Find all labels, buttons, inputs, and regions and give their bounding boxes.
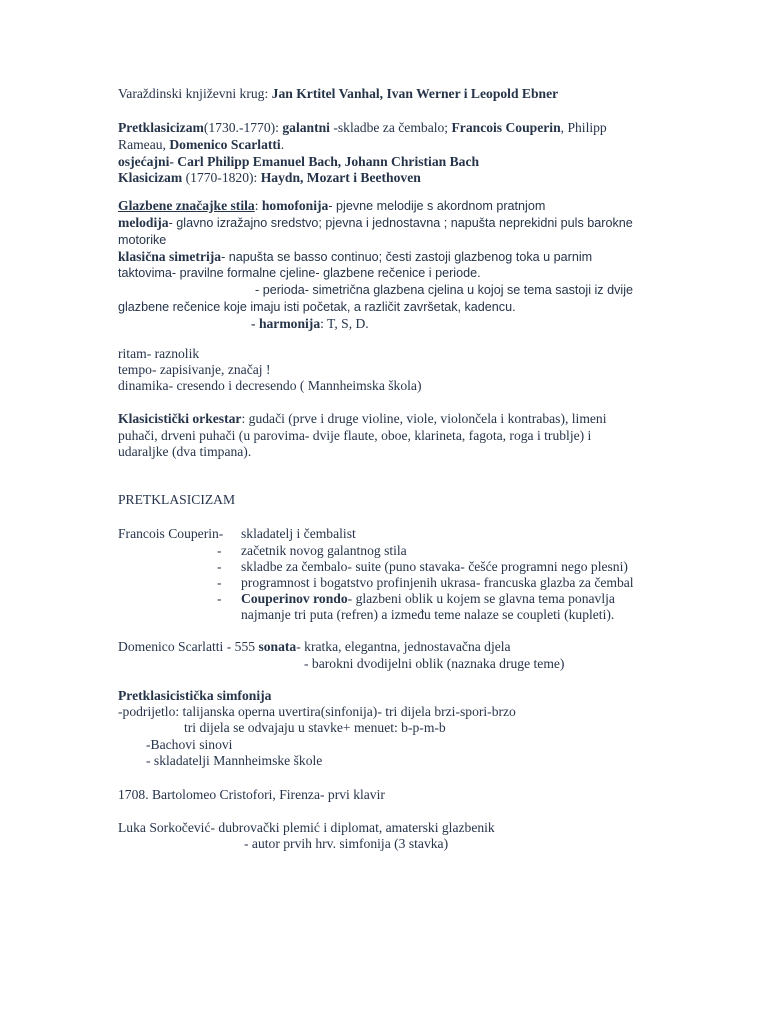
klasicizam-years: (1770-1820): bbox=[182, 170, 261, 185]
symphony-bach: -Bachovi sinovi bbox=[146, 737, 233, 752]
galantni-desc: -skladbe za čembalo; bbox=[329, 120, 452, 135]
scarlatti-line bbox=[118, 638, 511, 655]
symphony-parts: tri dijela se odvajaju u stavke+ menuet: b-p-m-b bbox=[184, 720, 446, 735]
style-title: Glazbene značajke stila bbox=[118, 198, 255, 213]
homofonija-desc: - pjevne melodije s akordnom pratnjom bbox=[328, 199, 546, 213]
dot-text: . bbox=[280, 137, 285, 152]
simetrija-desc: - napušta se basso continuo; česti zastoji glazbenog toka u parnim bbox=[221, 250, 593, 264]
rameau-line bbox=[118, 136, 284, 153]
sorkocevic-line-2: - autor prvih hrv. simfonija (3 stavka) bbox=[244, 836, 449, 851]
piano-line: 1708. Bartolomeo Cristofori, Firenza- prvi klavir bbox=[118, 787, 385, 802]
klasicizam-label: Klasicizam bbox=[118, 170, 183, 185]
simetrija-cont: taktovima- pravilne formalne cjeline- glazbene rečenice i periode. bbox=[118, 266, 481, 280]
symphony-origin: -podrijetlo: talijanska operna uvertira(sinfonija)- tri dijela brzi-spori-brzo bbox=[118, 704, 516, 719]
rondo-cont: najmanje tri puta (refren) a između teme nalaze se coupleti (kupleti). bbox=[241, 607, 615, 622]
klasicizam-names: Haydn, Mozart i Beethoven bbox=[260, 170, 421, 185]
orchestra-text: : gudači (prve i druge violine, viole, violončela i kontrabas), limeni bbox=[241, 411, 607, 426]
pretklasicizam-years: (1730.-1770): bbox=[203, 120, 283, 135]
list-dash: - bbox=[217, 591, 222, 606]
klasicizam-line bbox=[118, 169, 421, 186]
melodija-line bbox=[118, 214, 633, 232]
tempo-line: tempo- zapisivanje, značaj ! bbox=[118, 362, 271, 377]
header-names: Jan Krtitel Vanhal, Ivan Werner i Leopold Ebner bbox=[271, 86, 559, 101]
philipp-text: , Philipp bbox=[560, 120, 607, 135]
symphony-mannheim: - skladatelji Mannheimske škole bbox=[146, 753, 323, 768]
osjecajni-line: osjećajni- Carl Philipp Emanuel Bach, Johann Christian Bach bbox=[118, 154, 480, 169]
melodija-label: melodija bbox=[118, 215, 169, 230]
orchestra-line bbox=[118, 410, 607, 427]
dinamika-line: dinamika- cresendo i decresendo ( Mannheimska škola) bbox=[118, 378, 422, 393]
scarlatti-name: Domenico Scarlatti bbox=[169, 137, 281, 152]
scarlatti-prefix: Domenico Scarlatti - 555 bbox=[118, 639, 259, 654]
list-dash: - bbox=[217, 559, 222, 574]
orchestra-line-2: puhači, drveni puhači (u parovima- dvije flaute, oboe, klarineta, fagota, roga i trublje) i bbox=[118, 428, 592, 443]
simetrija-line bbox=[118, 248, 592, 266]
rondo-label: Couperinov rondo bbox=[241, 591, 348, 606]
rameau-text: Rameau, bbox=[118, 137, 170, 152]
orchestra-label: Klasicistički orkestar bbox=[118, 411, 242, 426]
couperin-role: skladatelj i čembalist bbox=[241, 526, 356, 541]
ritam-line: ritam- raznolik bbox=[118, 346, 200, 361]
harmonija-line bbox=[251, 315, 369, 332]
harmonija-desc: : T, S, D. bbox=[320, 316, 369, 331]
list-item: začetnik novog galantnog stila bbox=[241, 543, 407, 558]
list-item: skladbe za čembalo- suite (puno stavaka- češće programni nego plesni) bbox=[241, 559, 628, 574]
orchestra-line-3: udaraljke (dva timpana). bbox=[118, 444, 252, 459]
section-title: PRETKLASICIZAM bbox=[118, 492, 236, 507]
melodija-desc: - glavno izražajno sredstvo; pjevna i jednostavna ; napušta neprekidni puls barokne bbox=[168, 216, 633, 230]
scarlatti-line-2: - barokni dvodijelni oblik (naznaka druge teme) bbox=[304, 656, 565, 671]
list-dash: - bbox=[217, 575, 222, 590]
sonata-label: sonata bbox=[258, 639, 297, 654]
sorkocevic-line: Luka Sorkočević- dubrovački plemić i diplomat, amaterski glazbenik bbox=[118, 820, 495, 835]
pretklasicizam-label: Pretklasicizam bbox=[118, 120, 204, 135]
pretklasicizam-line bbox=[118, 119, 607, 136]
harmonija-dash: - bbox=[251, 316, 259, 331]
perioda-cont: glazbene rečenice koje imaju isti početak, a različit završetak, kadencu. bbox=[118, 300, 516, 314]
list-dash: - bbox=[217, 543, 222, 558]
melodija-cont: motorike bbox=[118, 233, 167, 247]
couperin-name-label: Francois Couperin- bbox=[118, 526, 224, 541]
header-line bbox=[118, 85, 558, 102]
galantni-label: galantni bbox=[282, 120, 330, 135]
rondo-item bbox=[241, 590, 615, 607]
style-title-line bbox=[118, 197, 545, 215]
simetrija-label: klasična simetrija bbox=[118, 249, 222, 264]
header-prefix: Varaždinski književni krug: bbox=[118, 86, 272, 101]
rondo-desc: - glazbeni oblik u kojem se glavna tema ponavlja bbox=[347, 591, 615, 606]
style-colon: : bbox=[254, 198, 262, 213]
harmonija-label: harmonija bbox=[258, 316, 321, 331]
couperin-name: Francois Couperin bbox=[451, 120, 561, 135]
list-item: programnost i bogatstvo profinjenih ukrasa- francuska glazba za čembal bbox=[241, 575, 634, 590]
symphony-title: Pretklasicistička simfonija bbox=[118, 688, 272, 703]
homofonija-label: homofonija bbox=[261, 198, 329, 213]
scarlatti-desc: - kratka, elegantna, jednostavačna djela bbox=[296, 639, 511, 654]
perioda-line: - perioda- simetrična glazbena cjelina u kojoj se tema sastoji iz dvije bbox=[255, 283, 633, 297]
